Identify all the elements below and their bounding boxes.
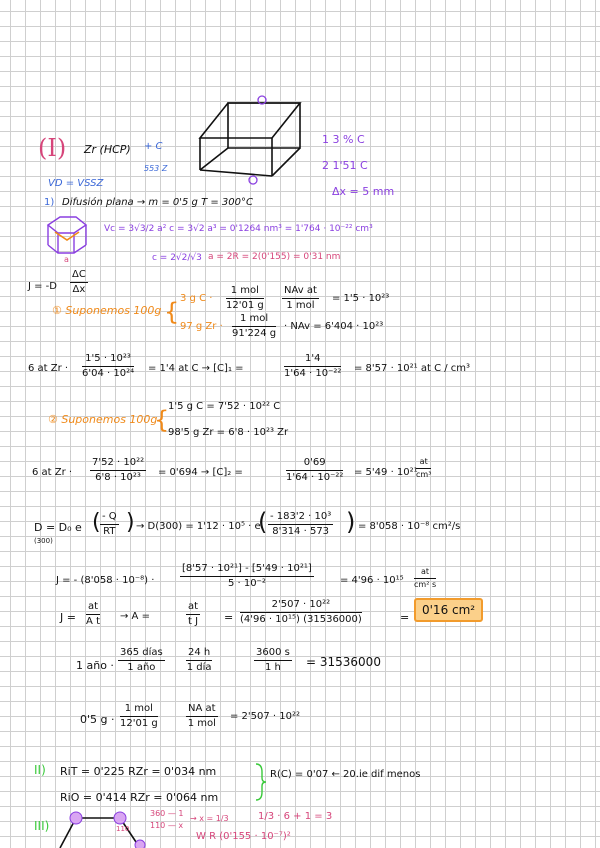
atoms2-num: 7'52 · 10²² bbox=[90, 458, 146, 471]
mass-frac1-num: 1 mol bbox=[120, 704, 158, 717]
flux-unit-den: cm² s bbox=[414, 580, 437, 589]
year-frac2 bbox=[186, 648, 212, 673]
section3-ratio-result: → x = 1/3 bbox=[190, 814, 229, 823]
atoms2-mid: = 0'694 → [C]₂ = bbox=[158, 467, 243, 478]
section2-roman: II) bbox=[34, 763, 46, 777]
section1-item2: 2 1'51 C bbox=[322, 159, 368, 172]
atoms2-frac bbox=[90, 458, 146, 483]
section2-line2: RiO = 0'414 RZr = 0'064 nm bbox=[60, 791, 219, 804]
time-frac3-num: 2'507 · 10²² bbox=[240, 600, 362, 613]
step1-text: Difusión plana → m = 0'5 g T = 300°C bbox=[62, 197, 253, 208]
diffusion-paren2-open: ( bbox=[258, 508, 268, 536]
hexagon-label: a bbox=[64, 255, 69, 264]
year-frac2-den: 1 día bbox=[186, 662, 212, 673]
step1-c-relation: c = 2√2/√3 bbox=[152, 253, 202, 263]
fick-fraction bbox=[70, 270, 88, 295]
mass-result: = 2'507 · 10²² bbox=[230, 711, 301, 722]
mass-frac1 bbox=[120, 704, 158, 729]
prism-sketch bbox=[200, 103, 300, 176]
section1-title-plus: + C bbox=[144, 141, 163, 152]
suppose1-frac2 bbox=[282, 286, 319, 311]
section1-item1: 1 3 % C bbox=[322, 133, 365, 146]
diffusion-exp2-num: - 183'2 · 10³ bbox=[268, 512, 333, 525]
atoms2-unit-den: cm³ bbox=[416, 470, 432, 479]
time-frac3-den: (4'96 · 10¹⁵) (31536000) bbox=[240, 614, 362, 625]
suppose1-line2-result: · NAv = 6'404 · 10²³ bbox=[284, 321, 384, 332]
suppose1-line2-pre: 97 g Zr · bbox=[180, 321, 223, 332]
section2-brace bbox=[256, 764, 266, 800]
section2-result: R(C) = 0'07 ← 20.ie dif menos bbox=[270, 769, 421, 780]
time-arrow: → A = bbox=[120, 611, 150, 622]
mass-frac2-num: NA at bbox=[186, 704, 218, 717]
section1-title: Zr (HCP) bbox=[84, 143, 131, 156]
diffusion-arrow: → D(300) = 1'12 · 10⁵ · e bbox=[136, 521, 261, 532]
time-frac1-num: at bbox=[86, 602, 100, 615]
suppose2-line1: 1'5 g C = 7'52 · 10²² C bbox=[168, 401, 281, 412]
suppose1-frac1-den: 12'01 g bbox=[226, 300, 264, 311]
suppose1-frac3 bbox=[232, 314, 276, 339]
final-answer: 0'16 cm² bbox=[414, 598, 483, 622]
atoms2-num2: 0'69 bbox=[286, 458, 343, 471]
atoms1-num: 1'5 · 10²³ bbox=[82, 354, 134, 367]
section3-angle: 110 bbox=[116, 825, 130, 833]
section3-ratio1: 360 — 1 bbox=[150, 809, 184, 818]
year-frac1-den: 1 año bbox=[127, 662, 156, 673]
atoms1-result: = 8'57 · 10²¹ at C / cm³ bbox=[354, 363, 471, 374]
atoms1-frac2 bbox=[284, 354, 341, 379]
suppose1-frac2-den: 1 mol bbox=[286, 300, 315, 311]
mass-frac2 bbox=[186, 704, 218, 729]
diffusion-result: = 8'058 · 10⁻⁸ cm²/s bbox=[358, 521, 461, 532]
suppose1-frac1 bbox=[226, 286, 264, 311]
suppose1-line1-result: = 1'5 · 10²³ bbox=[332, 293, 390, 304]
section3-roman: III) bbox=[34, 819, 50, 833]
diffusion-exp2-den: 8'314 · 573 bbox=[272, 526, 330, 537]
flux-num: [8'57 · 10²¹] - [5'49 · 10²¹] bbox=[180, 564, 314, 577]
fick-num: ΔC bbox=[70, 270, 88, 283]
diffusion-paren-close: ) bbox=[126, 510, 135, 535]
section1-title-num: 553 Z bbox=[144, 164, 168, 173]
step1-a-relation: a = 2R = 2(0'155) = 0'31 nm bbox=[208, 252, 341, 262]
suppose1-frac1-num: 1 mol bbox=[226, 286, 264, 299]
diffusion-sub: (300) bbox=[34, 537, 53, 545]
flux-frac bbox=[180, 564, 314, 589]
suppose2-brace: { bbox=[154, 406, 170, 434]
mass-frac2-den: 1 mol bbox=[187, 718, 216, 729]
hexagon-sketch bbox=[48, 217, 86, 253]
flux-unit bbox=[414, 568, 436, 589]
time-frac2-den: t J bbox=[188, 616, 199, 627]
fick-lhs: J = -D bbox=[28, 281, 57, 292]
year-frac3-num: 3600 s bbox=[254, 648, 292, 661]
step1-label: 1) bbox=[44, 197, 55, 208]
time-lhs: J = bbox=[60, 611, 76, 624]
atoms1-mid: = 1'4 at C → [C]₁ = bbox=[148, 363, 244, 374]
suppose2-line2: 98'5 g Zr = 6'8 · 10²³ Zr bbox=[168, 427, 289, 438]
suppose1-brace: { bbox=[164, 298, 180, 326]
suppose1-frac2-num: NAv at bbox=[282, 286, 319, 299]
suppose1-frac3-den: 91'224 g bbox=[232, 328, 277, 339]
section3-sum: 1/3 · 6 + 1 = 3 bbox=[258, 811, 333, 822]
atoms2-pre: 6 at Zr · bbox=[32, 467, 73, 478]
atoms2-den: 6'8 · 10²³ bbox=[95, 472, 141, 483]
section1-vd: VD = VSSZ bbox=[48, 178, 104, 189]
year-pre: 1 año · bbox=[76, 659, 114, 672]
time-frac2-num: at bbox=[186, 602, 200, 615]
flux-den: 5 · 10⁻² bbox=[227, 578, 266, 589]
atoms2-den2: 1'64 · 10⁻²² bbox=[286, 472, 344, 483]
time-frac3 bbox=[240, 600, 362, 625]
face-marker-2 bbox=[249, 176, 257, 184]
time-equals-2: = bbox=[400, 611, 410, 624]
year-frac1-num: 365 días bbox=[118, 648, 165, 661]
diffusion-lhs: D = D₀ e bbox=[34, 521, 82, 534]
diffusion-paren-open: ( bbox=[92, 510, 101, 535]
section1-roman: (I) bbox=[38, 134, 67, 162]
flux-unit-num: at bbox=[414, 568, 436, 579]
time-frac1-den: A t bbox=[86, 616, 100, 627]
atoms1-den2: 1'64 · 10⁻²² bbox=[284, 368, 342, 379]
mass-pre: 0'5 g · bbox=[80, 713, 115, 726]
section2-line1: RiT = 0'225 RZr = 0'034 nm bbox=[60, 765, 217, 778]
time-frac2 bbox=[186, 602, 200, 627]
year-frac3 bbox=[254, 648, 292, 673]
section1-dx: Δx = 5 mm bbox=[332, 185, 395, 198]
atoms1-frac bbox=[82, 354, 134, 379]
suppose1-title: ① Suponemos 100g bbox=[52, 304, 162, 317]
diffusion-exp-num: - Q bbox=[100, 512, 119, 525]
atoms2-frac2 bbox=[286, 458, 343, 483]
mass-frac1-den: 12'01 g bbox=[120, 718, 158, 729]
fick-den: Δx bbox=[72, 284, 86, 295]
diffusion-exp bbox=[100, 512, 119, 537]
suppose2-title: ② Suponemos 100g bbox=[48, 413, 158, 426]
time-equals: = bbox=[224, 611, 234, 624]
step1-vc: Vc = 3√3/2 a² c = 3√2 a³ = 0'1264 nm³ = 1'764 · 10⁻²² cm³ bbox=[104, 224, 373, 234]
diffusion-exp-den: RT bbox=[103, 526, 116, 537]
section3-ratio2: 110 — x bbox=[150, 821, 184, 830]
atoms1-pre: 6 at Zr · bbox=[28, 363, 69, 374]
atoms2-unit bbox=[416, 458, 431, 479]
year-frac3-den: 1 h bbox=[264, 662, 281, 673]
flux-result: = 4'96 · 10¹⁵ bbox=[340, 575, 404, 586]
atoms1-den: 6'04 · 10²⁴ bbox=[82, 368, 135, 379]
diffusion-paren2-close: ) bbox=[346, 508, 356, 536]
time-frac1 bbox=[86, 602, 100, 627]
year-result: = 31536000 bbox=[306, 655, 381, 669]
atoms1-num2: 1'4 bbox=[284, 354, 341, 367]
atoms2-unit-num: at bbox=[416, 458, 431, 469]
suppose1-line1-pre: 3 g C · bbox=[180, 293, 213, 304]
section3-formula: W R (0'155 · 10⁻⁷)² bbox=[196, 831, 291, 842]
year-frac2-num: 24 h bbox=[186, 648, 212, 661]
flux-lhs: J = - (8'058 · 10⁻⁸) · bbox=[56, 575, 155, 586]
diffusion-exp2 bbox=[268, 512, 333, 537]
atoms2-result: = 5'49 · 10²¹ bbox=[354, 467, 418, 478]
suppose1-frac3-num: 1 mol bbox=[232, 314, 276, 327]
year-frac1 bbox=[118, 648, 165, 673]
